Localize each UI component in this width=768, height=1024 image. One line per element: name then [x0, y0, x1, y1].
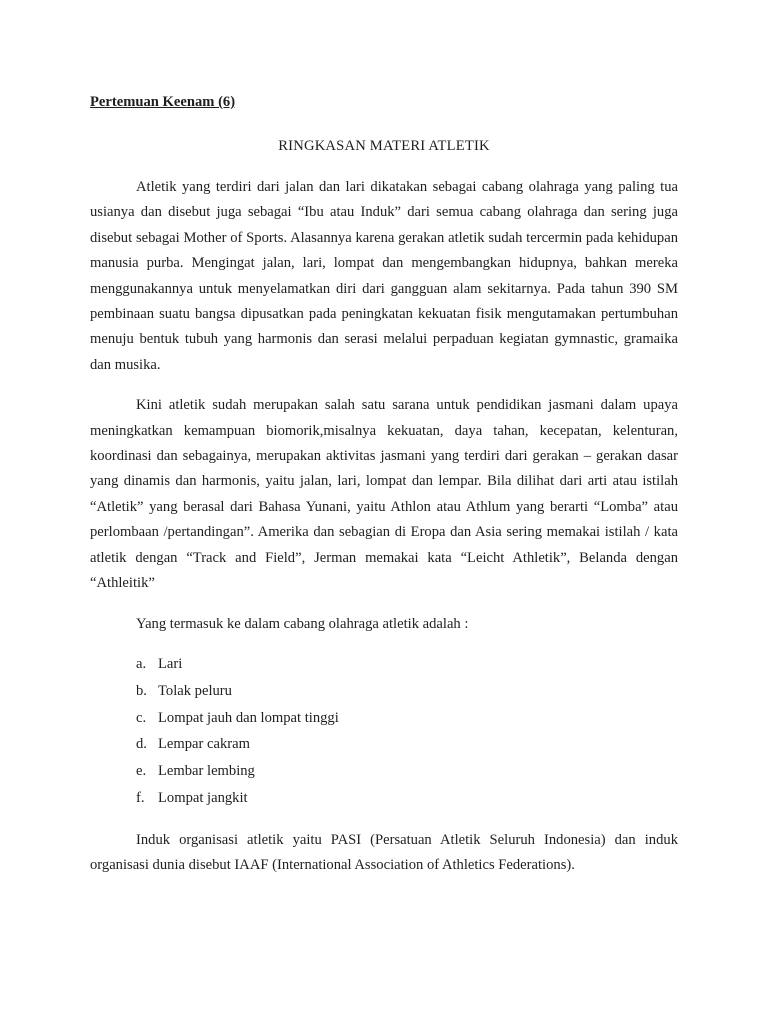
list-item	[136, 785, 678, 812]
list-marker: f.	[136, 789, 145, 806]
document-title: RINGKASAN MATERI ATLETIK	[278, 138, 490, 154]
paragraph-organization: Induk organisasi atletik yaitu PASI (Persatuan Atletik Seluruh Indonesia) dan induk organisasi dunia disebut IAAF (International Association of Athletics Federations).	[90, 831, 678, 874]
list-item	[136, 705, 678, 732]
list-item	[136, 758, 678, 785]
paragraph-history: Atletik yang terdiri dari jalan dan lari dikatakan sebagai cabang olahraga yang paling tua usianya dan disebut juga sebagai “Ibu atau Induk” dari semua cabang olahraga dan sering juga disebut sebagai Mother of Sports. Alasannya karena gerakan atletik sudah tercermin pada kehidupan manusia purba. Mengingat jalan, lari, lompat dan mengembangkan hidupnya, bahkan mereka menggunakannya untuk menyelamatkan diri dari gangguan alam sekitarnya. Pada tahun 390 SM pembinaan suatu bangsa dipusatkan pada peningkatan kekuatan fisik mengutamakan pertumbuhan menuju bentuk tubuh yang harmonis dan serasi melalui perpaduan kegiatan gymnastic, gramaika dan musika.	[90, 179, 678, 373]
paragraph-definition: Kini atletik sudah merupakan salah satu sarana untuk pendidikan jasmani dalam upaya meningkatkan kemampuan biomorik,misalnya kekuatan, daya tahan, kecepatan, kelenturan, koordinasi dan sebagainya, merupakan aktivitas jasmani yang terdiri dari gerakan – gerakan dasar yang dinamis dan harmonis, yaitu jalan, lari, lompat dan lempar. Bila dilihat dari arti atau istilah “Atletik” yang berasal dari Bahasa Yunani, yaitu Athlon atau Athlum yang berarti “Lomba” atau perlombaan /pertandingan”. Amerika dan sebagian di Eropa dan Asia sering memakai istilah / kata atletik dengan “Track and Field”, Jerman memakai kata “Leicht Athletik”, Belanda dengan “Athleitik”	[90, 397, 678, 592]
list-marker: b.	[136, 682, 147, 699]
list-marker: d.	[136, 736, 147, 753]
list-item	[136, 678, 678, 705]
paragraph-list-intro: Yang termasuk ke dalam cabang olahraga atletik adalah :	[136, 615, 469, 632]
meeting-heading: Pertemuan Keenam (6)	[90, 94, 236, 110]
athletics-branches-list	[90, 651, 678, 812]
list-item-text: Lari	[158, 655, 183, 672]
list-item	[136, 651, 678, 678]
list-item-text: Tolak peluru	[158, 682, 232, 699]
list-marker: e.	[136, 763, 147, 780]
list-item-text: Lompat jauh dan lompat tinggi	[158, 709, 339, 726]
list-marker: c.	[136, 709, 147, 726]
list-marker: a.	[136, 655, 147, 672]
list-item-text: Lempar cakram	[158, 736, 250, 753]
list-item	[136, 731, 678, 758]
list-item-text: Lompat jangkit	[158, 789, 248, 806]
list-item-text: Lembar lembing	[158, 763, 255, 780]
